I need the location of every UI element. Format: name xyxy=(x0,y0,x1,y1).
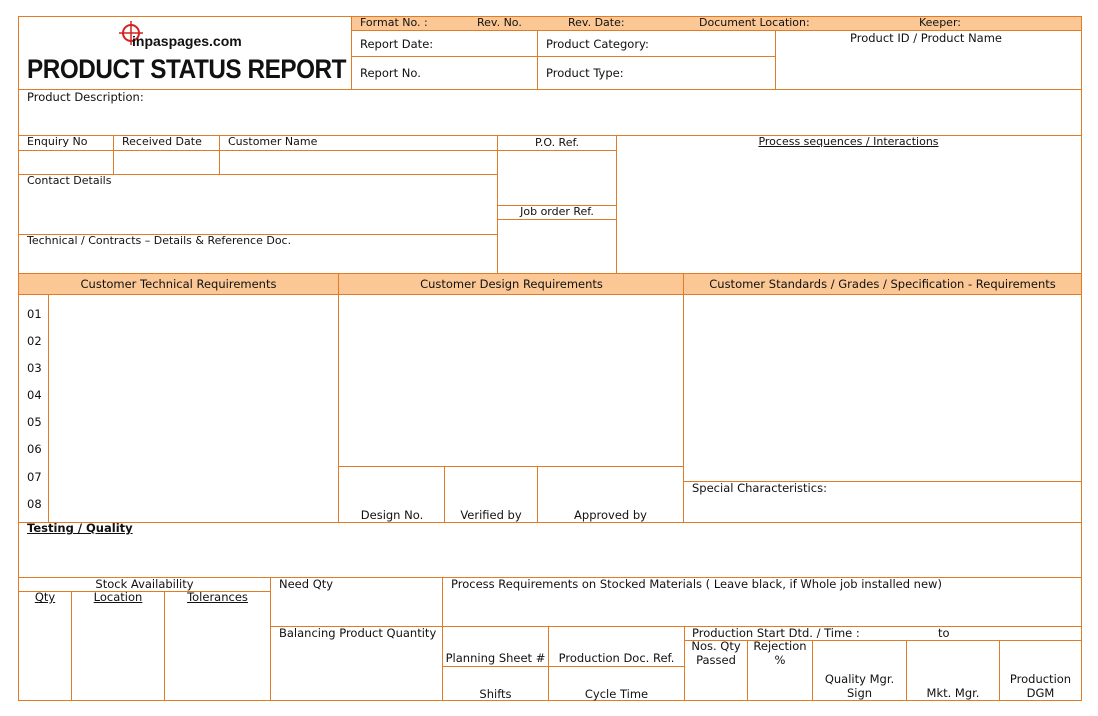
rejection-label: Rejection xyxy=(753,639,807,653)
rev-no-label: Rev. No. xyxy=(477,16,522,29)
row-number: 05 xyxy=(27,415,42,429)
received-date-label: Received Date xyxy=(122,135,202,148)
job-order-ref-label: Job order Ref. xyxy=(520,205,594,218)
to-label: to xyxy=(938,626,950,640)
document-location-label: Document Location: xyxy=(699,16,810,29)
tolerances-label: Tolerances xyxy=(187,590,248,604)
page-title: PRODUCT STATUS REPORT xyxy=(27,54,347,84)
nos-qty-passed-label: Nos. Qty xyxy=(691,639,741,653)
planning-sheet-label: Planning Sheet # xyxy=(445,651,546,665)
mkt-mgr-label: Mkt. Mgr. xyxy=(926,686,980,700)
row-number: 08 xyxy=(27,497,42,511)
product-type-label: Product Type: xyxy=(546,66,624,80)
stock-availability-label: Stock Availability xyxy=(95,577,194,591)
row-number: 03 xyxy=(27,361,42,375)
production-start-label: Production Start Dtd. / Time : xyxy=(692,626,860,640)
nos-qty-passed-label-2: Passed xyxy=(696,653,736,667)
product-id-name-label: Product ID / Product Name xyxy=(850,31,1002,45)
row-number: 04 xyxy=(27,388,42,402)
technical-contracts-label: Technical / Contracts – Details & Reference Doc. xyxy=(27,234,292,247)
production-dgm-label: Production xyxy=(1009,672,1072,686)
cycle-time-label: Cycle Time xyxy=(584,687,649,701)
format-no-label: Format No. : xyxy=(360,16,428,29)
approved-by-label: Approved by xyxy=(574,508,647,522)
testing-quality-label: Testing / Quality xyxy=(27,521,133,535)
standards-requirements-header: Customer Standards / Grades / Specification - Requirements xyxy=(709,277,1056,291)
po-ref-label: P.O. Ref. xyxy=(534,136,580,149)
product-description-label: Product Description: xyxy=(27,90,144,104)
enquiry-no-label: Enquiry No xyxy=(27,135,88,148)
row-number: 02 xyxy=(27,334,42,348)
process-requirements-label: Process Requirements on Stocked Materials ( Leave black, if Whole job installed new) xyxy=(451,577,942,591)
keeper-label: Keeper: xyxy=(919,16,961,29)
quality-mgr-label-2: Sign xyxy=(846,686,873,700)
design-no-label: Design No. xyxy=(360,508,424,522)
row-number: 07 xyxy=(27,470,42,484)
balancing-qty-label: Balancing Product Quantity xyxy=(279,626,437,640)
report-date-label: Report Date: xyxy=(360,37,434,51)
production-doc-ref-label: Production Doc. Ref. xyxy=(558,651,675,665)
special-characteristics-label: Special Characteristics: xyxy=(692,481,827,495)
technical-requirements-header: Customer Technical Requirements xyxy=(80,277,277,291)
production-dgm-label-2: DGM xyxy=(1026,686,1055,700)
contact-details-label: Contact Details xyxy=(27,174,112,187)
verified-by-label: Verified by xyxy=(460,508,522,522)
need-qty-label: Need Qty xyxy=(279,577,334,591)
logo-text: inpaspages.com xyxy=(132,33,242,49)
quality-mgr-label: Quality Mgr. xyxy=(824,672,895,686)
customer-name-label: Customer Name xyxy=(228,135,318,148)
process-sequences-label: Process sequences / Interactions xyxy=(758,135,939,148)
product-category-label: Product Category: xyxy=(546,37,649,51)
report-no-label: Report No. xyxy=(360,66,421,80)
rev-date-label: Rev. Date: xyxy=(568,16,625,29)
design-requirements-header: Customer Design Requirements xyxy=(420,277,603,291)
row-number: 06 xyxy=(27,442,42,456)
rejection-label-2: % xyxy=(774,653,786,667)
qty-label: Qty xyxy=(34,590,56,604)
row-number: 01 xyxy=(27,307,42,321)
shifts-label: Shifts xyxy=(479,687,512,701)
location-label: Location xyxy=(93,590,143,604)
